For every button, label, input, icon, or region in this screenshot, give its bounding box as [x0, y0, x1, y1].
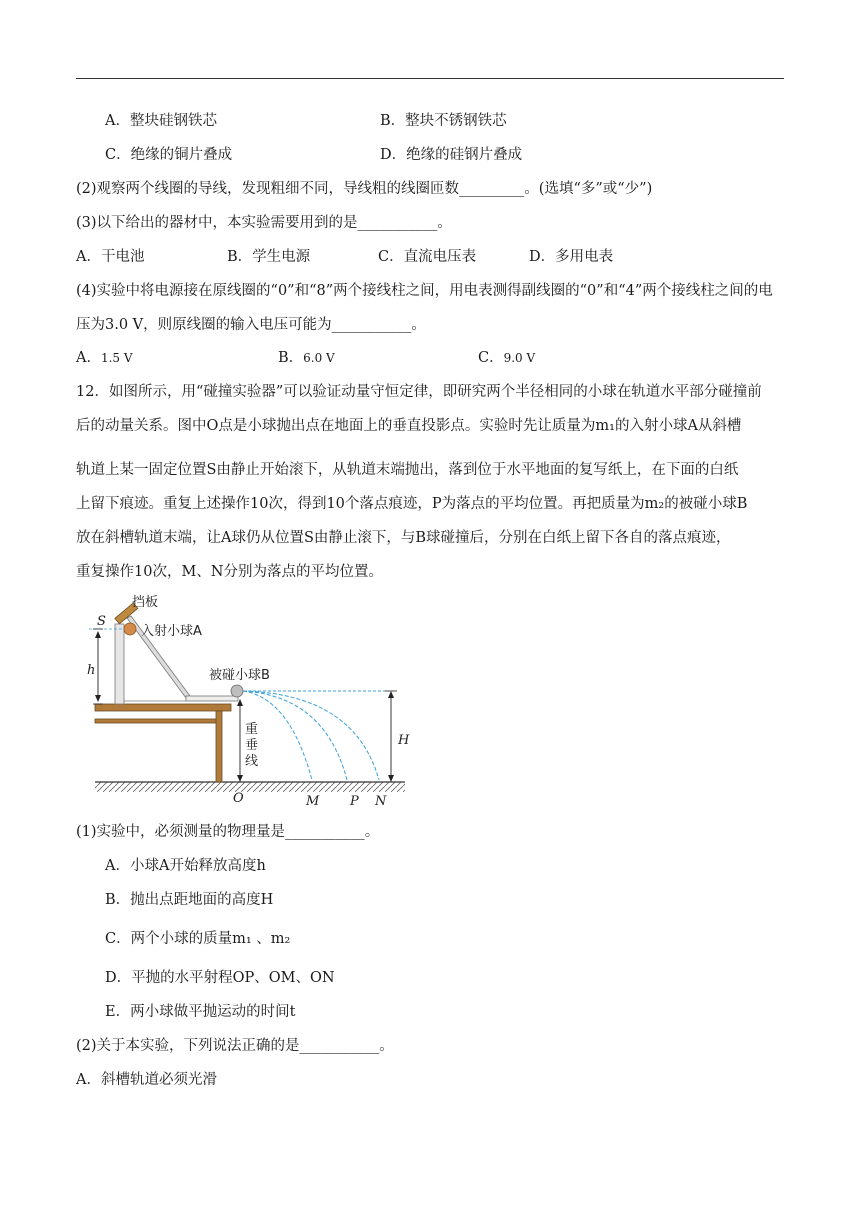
option-d: D．平抛的水平射程OP、OM、ON — [105, 970, 335, 986]
option-label: C． — [478, 350, 504, 366]
trajectory-p — [243, 691, 347, 780]
label-p: P — [350, 794, 359, 809]
label-n: N — [375, 794, 387, 809]
track-post — [115, 624, 124, 704]
label-H: H — [398, 733, 410, 748]
option-e: E．两小球做平抛运动的时间t — [105, 1004, 296, 1020]
h-arrow-top — [95, 631, 101, 638]
collision-apparatus-figure — [85, 588, 425, 813]
question-12-1: (1)实验中，必须测量的物理量是___________。 — [76, 824, 380, 840]
question-11-2: (2)观察两个线圈的导线，发现粗细不同，导线粗的线圈匝数_________。(选填“多”或“少”) — [76, 181, 653, 197]
question-12-line5: 放在斜槽轨道末端，让A球仍从位置S由静止滚下，与B球碰撞后，分别在白纸上留下各自的落点痕迹， — [76, 530, 731, 546]
option-b: B．学生电源 — [227, 249, 311, 265]
trajectory-n — [243, 691, 379, 780]
option-b: B．整块不锈钢铁芯 — [380, 113, 507, 129]
question-11-3: (3)以下给出的器材中，本实验需要用到的是___________。 — [76, 215, 452, 231]
label-s: S — [97, 614, 106, 629]
option-c: C．直流电压表 — [378, 249, 477, 265]
question-12-line3: 轨道上某一固定位置S由静止开始滚下，从轨道末端抛出，落到位于水平地面的复写纸上，在下面的白纸 — [76, 462, 739, 478]
option-a: A．斜槽轨道必须光滑 — [76, 1072, 217, 1088]
question-11-4-line2: 压为3.0 V，则原线圈的输入电压可能为___________。 — [76, 317, 426, 333]
H-arrow-bottom — [388, 775, 394, 782]
question-12-line1: 12．如图所示，用“碰撞实验器”可以验证动量守恒定律，即研究两个半径相同的小球在轨道水平部分碰撞前 — [76, 384, 762, 400]
option-c — [478, 348, 535, 368]
question-12-line2: 后的动量关系。图中O点是小球抛出点在地面上的垂直投影点。实验时先让质量为m₁的入射小球A从斜槽 — [76, 418, 742, 434]
horizontal-track — [186, 696, 238, 701]
label-o: O — [233, 791, 244, 806]
option-a: A．整块硅钢铁芯 — [105, 113, 217, 129]
ground-hatch — [95, 782, 405, 792]
question-12-2: (2)关于本实验，下列说法正确的是___________。 — [76, 1038, 394, 1054]
table-top — [95, 704, 231, 711]
plumb-label-2: 垂 — [245, 738, 259, 753]
option-c: C．两个小球的质量m₁ 、m₂ — [105, 931, 291, 947]
baffle-label: 挡板 — [132, 595, 159, 610]
option-a: A．小球A开始释放高度h — [105, 858, 266, 874]
option-value: 9.0 V — [503, 351, 536, 365]
h-arrow-bottom — [95, 695, 101, 702]
plumb-label-1: 重 — [245, 722, 259, 737]
option-a — [76, 348, 133, 368]
target-ball-label: 被碰小球B — [209, 668, 270, 683]
option-d: D．绝缘的硅钢片叠成 — [380, 147, 523, 163]
option-b — [278, 348, 335, 368]
table-leg — [216, 711, 222, 782]
target-ball-b — [231, 685, 243, 697]
question-12-line6: 重复操作10次，M、N分别为落点的平均位置。 — [76, 564, 383, 580]
H-arrow-top — [388, 691, 394, 698]
header-rule — [76, 78, 784, 79]
option-value: 1.5 V — [100, 351, 133, 365]
plumb-label-3: 线 — [245, 754, 259, 769]
option-b: B．抛出点距地面的高度H — [105, 892, 274, 908]
question-11-4-line1: (4)实验中将电源接在原线圈的“0”和“8”两个接线柱之间，用电表测得副线圈的“0”和“4”两个接线柱之间的电 — [76, 283, 773, 299]
table-shelf — [95, 719, 221, 723]
incident-ball-label: 入射小球A — [141, 624, 202, 639]
option-label: A． — [76, 350, 101, 366]
incident-ball-a — [124, 623, 136, 635]
option-d: D．多用电表 — [529, 249, 614, 265]
question-12-line4: 上留下痕迹。重复上述操作10次，得到10个落点痕迹，P为落点的平均位置。再把质量为m₂的被碰小球B — [76, 496, 748, 512]
option-label: B． — [278, 350, 304, 366]
plumb-arrow-bottom — [237, 775, 243, 782]
option-value: 6.0 V — [303, 351, 335, 365]
option-c: C．绝缘的铜片叠成 — [105, 147, 233, 163]
option-a: A．干电池 — [76, 249, 145, 265]
label-h: h — [87, 663, 96, 678]
label-m: M — [306, 794, 320, 809]
